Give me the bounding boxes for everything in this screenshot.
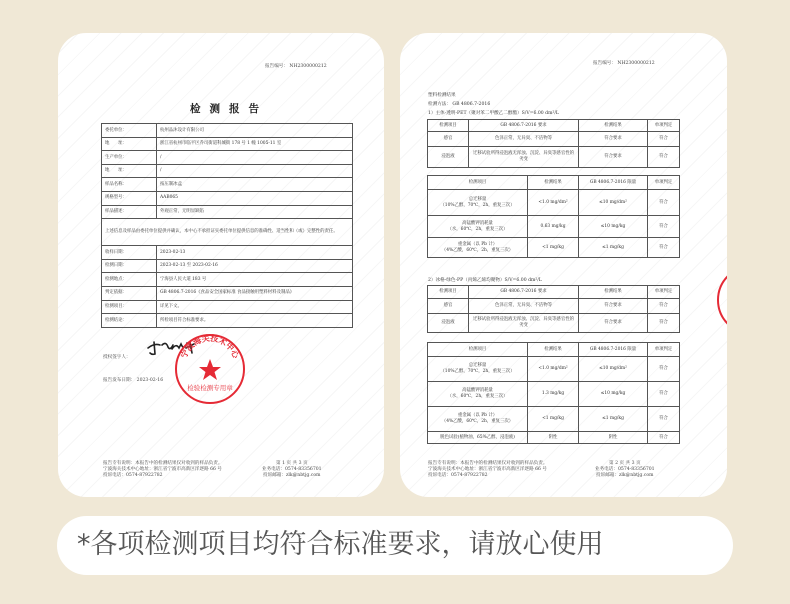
footer-line: 投诉邮箱：zlk@nbtjg.com [263,473,321,478]
field-label: 地 址： [102,164,157,178]
svg-text:宁波海关技术中心 [179,333,242,361]
table-row [102,273,353,287]
field-label: 规格型号： [102,191,157,205]
table-row [102,286,353,300]
cell-item: 浸泡液 [428,147,469,168]
table-row [102,205,353,219]
cell-judgment: 符合 [648,314,680,333]
cell-judgment: 符合 [648,407,680,432]
footer-left [103,461,222,479]
issue-date: 2023-02-16 [136,378,164,383]
issue-date-row [103,378,163,384]
footer-line: 报告专有说明：本报告中的检测结果仅对收到的样品负责。 [103,461,223,466]
limit-table-1 [427,175,680,258]
field-value: / [157,164,353,178]
cell-judgment: 符合 [648,299,680,314]
footer-line: 投诉电话：0574-87922782 [428,473,488,478]
column-header: GB 4806.7-2016 限量 [579,343,648,357]
column-header: GB 4806.7-2016 限量 [579,176,648,190]
partial-stamp-icon [716,264,727,336]
item-condition: （水，60℃，2h，重复三次） [447,394,508,399]
cell-item: 浸泡液 [428,314,469,333]
table-row [428,314,680,333]
field-label: 收样日期： [102,246,157,260]
item-condition: （10%乙醇，70℃，2h，重复三次） [440,369,515,374]
column-header: GB 4806.7-2016 要求 [469,120,579,132]
cell-limit: ≤10 mg/dm² [579,357,648,382]
footer-line: 业务电话：0574-83356701 [595,467,655,472]
field-label: 生产单位： [102,151,157,165]
field-value: 按压制冰盒 [157,178,353,192]
column-header: 单项判定 [648,176,680,190]
report-number: 报告编号： NH2300000212 [593,61,655,66]
cell-judgment: 符合 [648,238,680,258]
field-label: 样品名称： [102,178,157,192]
item-name: 重金属（以 Pb 计） [457,413,498,419]
column-header: 单项判定 [648,120,680,132]
sensory-table-2 [427,285,680,333]
field-value: 宁海县人民大道 183 号 [157,273,353,287]
cell-result: 0.63 mg/kg [528,216,579,238]
cell-item [428,357,528,382]
section-1-title: 1）主体-透明-PET（聚对苯二甲酸乙二醇酯）S/V=6.00 dm²/L [428,111,559,116]
column-header: 检测项目 [428,120,469,132]
cell-judgment: 符合 [648,432,680,444]
report-title: 检测报告 [190,103,268,115]
item-name: 重金属（以 Pb 计） [457,241,498,247]
field-value: 所检项目符合标准要求。 [157,314,353,328]
cell-result: 符合要求 [579,147,648,168]
cell-item: 感官 [428,132,469,147]
issue-date-label: 报告发布日期： [103,378,136,383]
cell-limit: 阴性 [579,432,648,444]
cell-result: <1.0 mg/dm² [528,190,579,216]
cell-judgment: 符合 [648,147,680,168]
cell-result: 符合要求 [579,299,648,314]
column-header: 检测结果 [528,176,579,190]
table-row [102,164,353,178]
cell-result: 符合要求 [579,132,648,147]
table-row [428,147,680,168]
cell-judgment: 符合 [648,216,680,238]
table-row [102,124,353,138]
table-row [102,191,353,205]
item-name: 总迁移量 [468,363,487,369]
cell-item: 感官 [428,299,469,314]
cell-item [428,382,528,407]
signatory-label: 授权签字人： [103,355,131,360]
footer-line: 宁波海关技术中心地址：浙江省宁波市高新区洋逐路 66 号 [103,467,223,472]
cell-result: 阴性 [528,432,579,444]
footer-left [428,461,547,479]
item-name: 总迁移量 [468,196,487,202]
cell-judgment: 符合 [648,190,680,216]
field-value: 杭州品沐设计有限公司 [157,124,353,138]
cell-result: 符合要求 [579,314,648,333]
report-number: 报告编号： NH2300000212 [265,64,327,69]
table-row [102,137,353,151]
column-header: 单项判定 [648,286,680,299]
field-value: 详见下文。 [157,300,353,314]
stamp-bottom-text: 检验检测专用章 [187,385,233,392]
item-condition: （10%乙醇，70℃，2h，重复三次） [440,202,515,208]
cell-result: <1.0 mg/dm² [528,357,579,382]
field-label: 地 址： [102,137,157,151]
table-row [102,151,353,165]
cell-requirement: 迁移试验所得浸泡液无浑浊、沉淀、异臭等感官性的劣变 [469,314,579,333]
cell-result: <1 mg/kg [528,238,579,258]
table-row [102,246,353,260]
cell-item: 脱色试验(植物油，65%乙醇，浸泡液) [428,432,528,444]
footer-line: 报告专有说明：本报告中的检测结果仅对收到的样品负责。 [428,461,548,466]
official-stamp-icon [174,333,246,405]
field-value: GB 4806.7-2016《食品安全国家标准 食品接触用塑料材料及制品》 [157,286,353,300]
field-label: 委托单位： [102,124,157,138]
cell-item [428,190,528,216]
item-condition: （4%乙酸，60℃，2h，重复三次） [441,247,514,253]
footer-right [595,461,655,479]
cell-result: <1 mg/kg [528,407,579,432]
field-label: 检测结论： [102,314,157,328]
footer-line: 业务电话：0574-83356701 [262,467,322,472]
table-header-row [428,286,680,299]
report-info-table [101,123,353,328]
sensory-table-1 [427,119,680,168]
test-method: 检测方法： GB 4806.7-2016 [428,102,491,107]
column-header: 检测项目 [428,343,528,357]
cell-limit: ≤10 mg/kg [579,216,648,238]
item-condition: （水，60℃，2h，重复三次） [447,226,508,232]
field-value: 2023-02-13 至 2023-02-16 [157,259,353,273]
field-label: 检测项目： [102,300,157,314]
table-row [428,382,680,407]
stamp-top-text: 宁波海关技术中心 [179,333,241,360]
compliance-banner-text: *各项检测项目均符合标准要求，请放心使用 [77,529,604,560]
table-row [428,407,680,432]
table-row [428,216,680,238]
cell-judgment: 符合 [648,357,680,382]
report-page-2-card [400,33,727,497]
field-label: 样品描述： [102,205,157,219]
cell-limit: ≤10 mg/kg [579,382,648,407]
table-header-row [428,120,680,132]
compliance-banner [57,516,733,575]
cell-limit: ≤1 mg/kg [579,407,648,432]
table-row [428,432,680,444]
column-header: 检测结果 [579,286,648,299]
table-row [102,300,353,314]
cell-result: 1.3 mg/kg [528,382,579,407]
footer-line: 投诉电话：0574-87922782 [103,473,163,478]
field-value: 浙江省杭州市临平区乔司街道科城街 178 号 1 幢 1005-11 室 [157,137,353,151]
column-header: 检测结果 [528,343,579,357]
field-value: 外观正常，无明显缺陷 [157,205,353,219]
cell-requirement: 色泽正常，无异臭、不洁物等 [469,132,579,147]
cell-requirement: 迁移试验所得浸泡液无浑浊、沉淀、异臭等感官性的劣变 [469,147,579,168]
page-number: 第 2 页 共 3 页 [609,461,641,466]
page-number: 第 1 页 共 3 页 [276,461,308,466]
field-label: 检测地点： [102,273,157,287]
table-row [428,190,680,216]
cell-limit: ≤1 mg/kg [579,238,648,258]
field-label: 检测日期： [102,259,157,273]
cell-item [428,407,528,432]
footer-line: 投诉邮箱：zlk@nbtjg.com [596,473,654,478]
table-row [428,357,680,382]
table-row [102,178,353,192]
item-condition: （4%乙酸，60℃，2h，重复三次） [441,419,514,424]
cell-judgment: 符合 [648,132,680,147]
table-row [102,314,353,328]
section-2-title: 2）冰格-绿色-PP（丙烯乙烯均聚物）S/V=6.00 dm²/L [428,278,542,283]
table-header-row [428,176,680,190]
field-value: / [157,151,353,165]
table-header-row [428,343,680,357]
column-header: 检测项目 [428,176,528,190]
table-row [428,132,680,147]
footer-line: 宁波海关技术中心地址：浙江省宁波市高新区洋逐路 66 号 [428,467,548,472]
field-label: 判定依据： [102,286,157,300]
report-page-1-card [58,33,384,497]
column-header: 单项判定 [648,343,680,357]
item-name: 高锰酸钾消耗量 [462,220,493,226]
cell-item [428,216,528,238]
cell-limit: ≤10 mg/dm² [579,190,648,216]
cell-judgment: 符合 [648,382,680,407]
results-heading: 塑料检测结果 [428,93,456,98]
table-row [428,238,680,258]
field-value: AAB065 [157,191,353,205]
table-row [102,259,353,273]
table-row-note [102,219,353,246]
column-header: GB 4806.7-2016 要求 [469,286,579,299]
cell-item [428,238,528,258]
cell-requirement: 色泽正常，无异臭、不洁物等 [469,299,579,314]
footer-right [262,461,322,479]
column-header: 检测结果 [579,120,648,132]
field-value: 2023-02-13 [157,246,353,260]
column-header: 检测项目 [428,286,469,299]
disclaimer-note: 上述信息及样品由委托单位提供并确认，本中心不承担证实委托单位提供信息的准确性、适当性和（或）完整性的责任。 [102,219,353,246]
table-row [428,299,680,314]
item-name: 高锰酸钾消耗量 [462,388,493,394]
limit-table-2 [427,342,680,444]
